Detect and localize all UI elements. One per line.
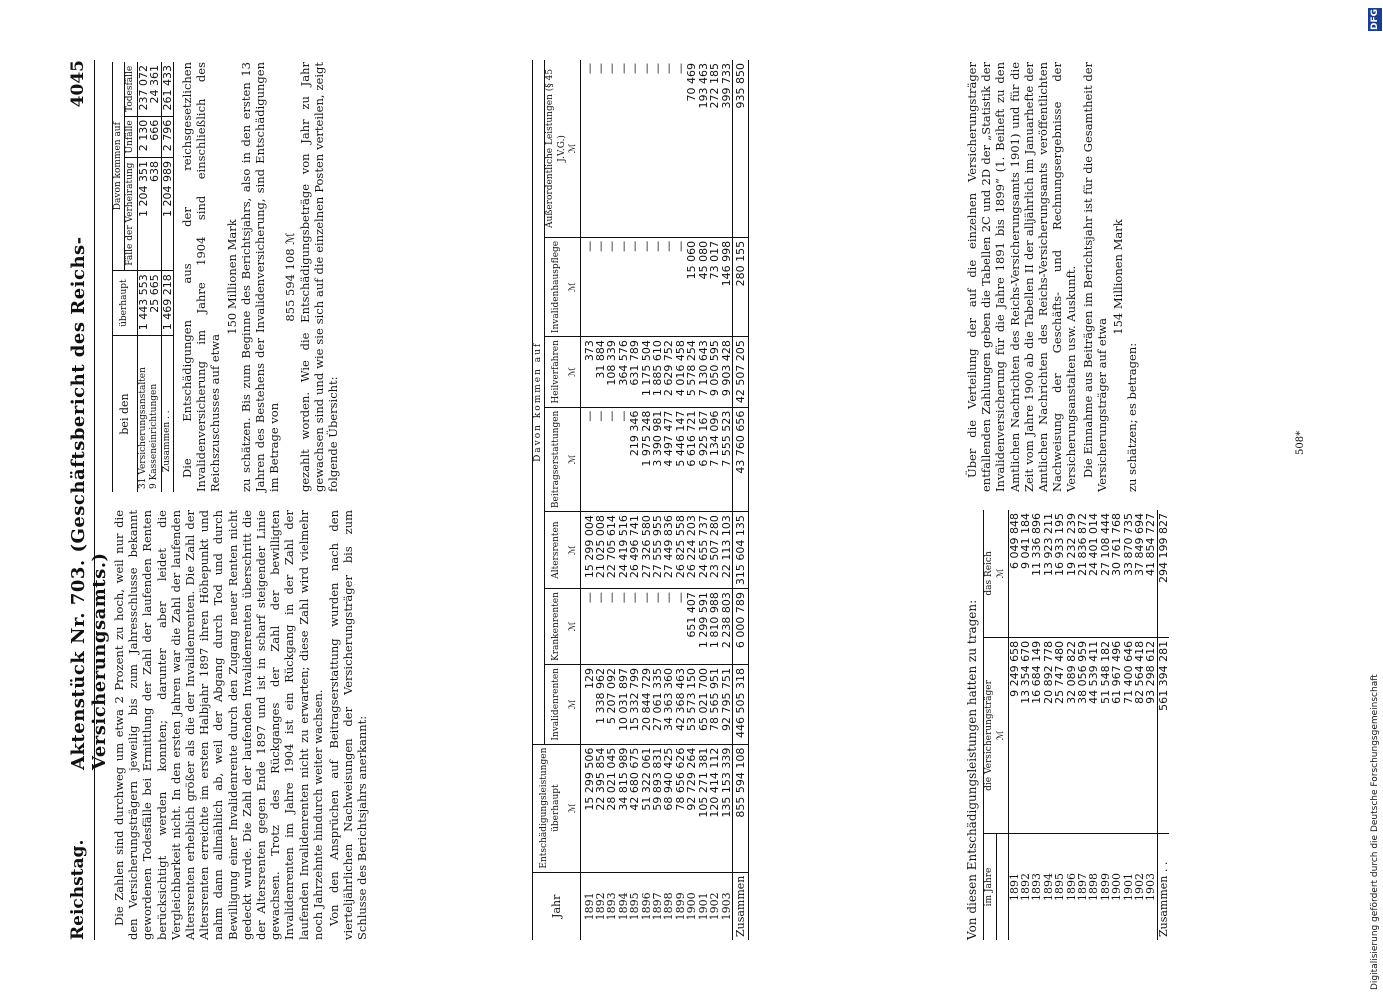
cell: 16 684 149	[1031, 637, 1042, 833]
cell: 78 565 951	[709, 665, 720, 745]
cell: 3 390 981	[652, 407, 663, 511]
year-cell: 1901	[1123, 834, 1134, 941]
header-left: Reichstag.	[68, 839, 88, 940]
year-cell: 1902	[709, 872, 720, 940]
cell: 7 130 643	[698, 337, 709, 408]
cell: 32 089 822	[1066, 637, 1077, 833]
cell: 4 016 458	[675, 337, 686, 408]
paragraph: Über die Verteilung der auf die einzelnen Versicherungsträger entfallenden Zahlungen geben die Tabellen 2C und 2D der „Statistik der Invalidenversicherung für die Jahre 1891 bis 1899“ (1. Beiheft zu den Amtlichen Nachrichten des Reichs-Versicherungsamts 1901) und für die Zeit vom Jahre 1900 ab die Tabellen II der alljährlich im Januarhefte der Amtlichen Nachrichten des Reichs-Versicherungsamts veröffentlichten Nachweisung der Geschäfts- und Rechnungsergebnisse der Versicherungsanstalten usw. Auskunft.	[965, 62, 1079, 492]
cell: 129	[580, 665, 595, 745]
col-header: Invalidenhauspflege	[545, 237, 568, 336]
year-cell: 1895	[629, 872, 640, 940]
cell: 2 629 752	[663, 337, 674, 408]
cell: 22 705 614	[606, 512, 617, 589]
year-cell: 1896	[641, 872, 652, 940]
year-cell: 1897	[1077, 834, 1088, 941]
total-label: Zusammen	[732, 872, 748, 940]
cell: 1 204 351	[137, 158, 149, 271]
col-header: das Reich	[984, 510, 996, 637]
total-cell: 315 604 135	[732, 512, 748, 589]
cell: 61 967 496	[1111, 637, 1122, 833]
year-cell: 1903	[721, 872, 733, 940]
cell: 4 497 477	[663, 407, 674, 511]
cell: —	[605, 63, 619, 74]
total-label: Zusammen . .	[1157, 834, 1169, 941]
cell: 34 363 360	[663, 665, 674, 745]
cell: 15 299 004	[580, 512, 595, 589]
cell: —	[652, 589, 663, 665]
cell: 21 836 872	[1075, 513, 1089, 576]
paragraph: Von den Ansprüchen auf Beitragserstattung wurden nach den vierteljährlichen Nachweisungen der Versicherungsträger bis zum Schlusse des Berichtsjahrs anerkannt:	[327, 510, 370, 940]
cell: 1 204 989	[161, 158, 173, 271]
year-cell: 1892	[1020, 834, 1031, 941]
cell: 51 322 061	[641, 744, 652, 872]
cell: 11 336 896	[1030, 513, 1044, 576]
year-cell: 1893	[1031, 834, 1042, 941]
cell: 25 665	[149, 271, 161, 336]
unit-label: ℳ	[568, 60, 580, 237]
table-row	[1111, 510, 1122, 940]
cell: 9 041 184	[1018, 513, 1032, 569]
cell: 20 892 778	[1043, 637, 1054, 833]
cell: 45 080	[698, 237, 709, 336]
cell: 373	[580, 337, 595, 408]
col-header: Invalidenrenten	[545, 665, 568, 745]
burden-table	[983, 510, 1169, 940]
paragraph: Die Einnahme aus Beiträgen im Berichtsjahr ist für die Gesamtheit der Versicherungsträger auf etwa	[1080, 62, 1109, 492]
year-cell: 1894	[618, 872, 629, 940]
cell: —	[641, 237, 652, 336]
cell: —	[652, 237, 663, 336]
year-cell: 1891	[1008, 834, 1020, 941]
total-cell: 294 199 827	[1157, 510, 1169, 637]
cell: 24 361	[148, 65, 162, 104]
table-row	[629, 60, 640, 940]
cell: 237 072	[136, 65, 150, 111]
cell: 27 061 335	[652, 665, 663, 745]
total-cell: 935 850	[732, 60, 748, 237]
amount-line: 150 Millionen Mark	[224, 219, 239, 335]
refund-table	[112, 62, 174, 492]
cell: —	[595, 237, 606, 336]
paragraph: Die Zahlen sind durchweg um etwa 2 Prozent zu hoch, weil nur die den Versicherungsträgern jeweilig bis zum Jahresschlusse bekannt gewordenen Todesfälle bei Ermittlung der Zahl der laufenden Renten berücksichtigt werden konnten; darunter aber leidet die Vergleichbarkeit nicht. In den ersten Jahren war die Zahl der laufenden Altersrenten erheblich größer als die der Invalidenrenten. Die Zahl der Altersrenten erreichte im ersten Halbjahr 1897 ihren Höhepunkt und nahm dann allmählich ab, weil der Abgang durch Tod und durch Bewilligung einer Invalidenrente durch den Zugang neuer Renten nicht gedeckt wurde. Die Zahl der laufenden Invalidenrenten überschritt die der Altersrenten gegen Ende 1897 und ist in scharf steigender Linie gewachsen. Trotz des Rückganges der Zahl der bewilligten Invalidenrenten im Jahre 1904 ist ein Rückgang in der Zahl der laufenden Invalidenrenten nicht zu erwarten; diese Zahl wird vielmehr noch Jahrzehnte hindurch weiter wachsen.	[112, 510, 325, 940]
cell: —	[618, 407, 629, 511]
page-header	[64, 60, 110, 940]
total-cell: 561 394 281	[1157, 637, 1169, 833]
cell: 9 903 428	[721, 337, 733, 408]
dfg-logo: DFG	[1370, 9, 1380, 31]
cell: 1 175 504	[641, 337, 652, 408]
cell: 31 884	[595, 337, 606, 408]
cell: —	[580, 589, 595, 665]
unit-label: ℳ	[568, 237, 580, 336]
cell: 27 555 955	[652, 512, 663, 589]
cell: 93 298 612	[1145, 637, 1157, 833]
total-cell: 855 594 108	[732, 744, 748, 872]
col-header: Altersrenten	[545, 512, 568, 589]
year-cell: 1896	[1066, 834, 1077, 941]
unit-label: ℳ	[996, 637, 1008, 833]
year-cell: 1893	[606, 872, 617, 940]
cell: 2 796	[161, 116, 173, 157]
cell: 1 299 591	[698, 589, 709, 665]
col-header: Krankenrenten	[545, 589, 568, 665]
cell: 13 354 670	[1020, 637, 1031, 833]
cell: 2 238 803	[721, 589, 733, 665]
signature-mark: 508*	[1295, 430, 1306, 455]
right-column	[112, 62, 342, 492]
cell: 19 232 239	[1064, 513, 1078, 576]
table-row	[721, 60, 733, 940]
cell: —	[629, 589, 640, 665]
cell: —	[595, 589, 606, 665]
cell: 44 539 411	[1088, 637, 1099, 833]
year-cell: 1900	[686, 872, 697, 940]
col-header: Fälle der Verheiratung	[125, 158, 137, 271]
cell: 1 338 962	[595, 665, 606, 745]
unit-label: ℳ	[568, 589, 580, 665]
cell: 10 031 897	[618, 665, 629, 745]
cell: 135 153 339	[721, 744, 733, 872]
table-total-row	[1157, 510, 1169, 940]
cell: 70 469	[685, 63, 699, 102]
cell: 38 056 959	[1077, 637, 1088, 833]
cell: —	[580, 407, 595, 511]
cell: 24 401 014	[1087, 513, 1101, 576]
cell: —	[639, 63, 653, 74]
row-label: 9 Kasseneinrichtungen	[149, 336, 161, 493]
bottom-right-section	[965, 62, 1141, 492]
cell: 666	[149, 116, 161, 157]
cell: —	[629, 237, 640, 336]
cell: 6 616 721	[686, 407, 697, 511]
table-total-row	[161, 62, 173, 492]
year-cell: 1898	[663, 872, 674, 940]
col-header: Außerordentliche Leistungen (§ 45 J.V.G.)	[545, 68, 567, 228]
cell: —	[618, 589, 629, 665]
col-header: Todesfälle	[125, 62, 137, 116]
cell: 7 555 523	[721, 407, 733, 511]
cell: 6 049 848	[1007, 513, 1021, 569]
unit-label: ℳ	[568, 337, 580, 408]
col-header: überhaupt	[113, 271, 138, 336]
unit-label: ℳ	[996, 510, 1008, 637]
cell: 78 656 626	[675, 744, 686, 872]
cell: 53 573 150	[686, 665, 697, 745]
bottom-left-section	[965, 510, 1169, 940]
cell: —	[663, 237, 674, 336]
year-cell: 1901	[698, 872, 709, 940]
year-cell: 1900	[1111, 834, 1122, 941]
cell: 68 940 425	[663, 744, 674, 872]
unit-label: ℳ	[568, 744, 580, 872]
cell: 73 017	[709, 237, 720, 336]
total-cell: 42 507 205	[732, 337, 748, 408]
cell: 30 761 768	[1110, 513, 1124, 576]
cell: 105 271 381	[698, 744, 709, 872]
cell: —	[580, 237, 595, 336]
col-header: im Jahre	[984, 834, 996, 941]
cell: 1 810 988	[709, 589, 720, 665]
year-cell: 1897	[652, 872, 663, 940]
cell: 108 339	[606, 337, 617, 408]
year-cell: 1898	[1088, 834, 1099, 941]
cell: —	[651, 63, 665, 74]
paragraph: zu schätzen; es betragen:	[1125, 342, 1140, 492]
cell: 2 130	[137, 116, 149, 157]
total-cell: 6 000 789	[732, 589, 748, 665]
paragraph: zu schätzen. Bis zum Beginne des Berichtsjahrs, also in den ersten 13 Jahren des Bestehens der Invalidenversicherung, sind Entschädigungen im Betrage von	[238, 62, 282, 492]
year-cell: 1895	[1054, 834, 1065, 941]
cell: 27 449 836	[663, 512, 674, 589]
year-cell: 1899	[1100, 834, 1111, 941]
cell: 23 507 280	[709, 512, 720, 589]
cell: 631 789	[629, 337, 640, 408]
cell: 59 893 831	[652, 744, 663, 872]
cell: 5 446 147	[675, 407, 686, 511]
cell: —	[618, 237, 629, 336]
col-header: die Versicherungsträger	[984, 637, 996, 833]
cell: —	[616, 63, 630, 74]
cell: 25 747 480	[1054, 637, 1065, 833]
cell: 5 578 254	[686, 337, 697, 408]
total-cell: 43 760 656	[732, 407, 748, 511]
cell: 364 576	[618, 337, 629, 408]
cell: 261 433	[161, 62, 173, 116]
left-column	[112, 510, 372, 940]
table-row	[149, 62, 161, 492]
col-header: Davon kommen auf	[113, 62, 125, 271]
col-header: Heilverfahren	[545, 337, 568, 408]
amount-line: 855 594 108 ℳ	[283, 232, 298, 322]
cell: —	[595, 407, 606, 511]
cell: 146 998	[721, 237, 733, 336]
cell: 51 548 182	[1100, 637, 1111, 833]
cell: 65 021 700	[698, 665, 709, 745]
cell: 1 975 248	[641, 407, 652, 511]
cell: 16 933 195	[1053, 513, 1067, 576]
table-total-row	[732, 60, 748, 940]
cell: —	[662, 63, 676, 74]
cell: 1 469 218	[161, 271, 173, 336]
cell: 15 299 506	[580, 744, 595, 872]
cell: 26 224 203	[686, 512, 697, 589]
cell: 638	[149, 158, 161, 271]
year-cell: 1894	[1043, 834, 1054, 941]
amount-line: 154 Millionen Mark	[1111, 219, 1126, 335]
table-row	[1054, 510, 1065, 940]
cell: —	[606, 589, 617, 665]
cell: 9 249 658	[1008, 637, 1020, 833]
cell: —	[663, 589, 674, 665]
year-cell: 1891	[580, 872, 595, 940]
header-title: Aktenstück Nr. 703. (Geschäftsbericht des Reichs-Versicherungsamts.)	[68, 236, 110, 770]
year-cell: 1903	[1145, 834, 1157, 941]
cell: 28 021 045	[606, 744, 617, 872]
cell: 82 564 418	[1134, 637, 1145, 833]
cell: 41 854 727	[1144, 513, 1158, 576]
total-cell: 446 505 318	[732, 665, 748, 745]
payments-table	[532, 60, 749, 940]
cell: —	[582, 63, 596, 74]
cell: 27 108 444	[1098, 513, 1112, 576]
col-header-group: Davon kommen auf	[533, 60, 545, 744]
row-label: 31 Versicherungsanstalten	[137, 336, 149, 493]
cell: 26 496 741	[629, 512, 640, 589]
cell: 27 326 580	[641, 512, 652, 589]
cell: 20 844 729	[641, 665, 652, 745]
col-header: Unfälle	[125, 116, 137, 157]
page-number: 4045	[68, 60, 88, 108]
cell: 1 885 610	[652, 337, 663, 408]
unit-label: ℳ	[568, 665, 580, 745]
cell: 5 207 092	[606, 665, 617, 745]
cell: —	[606, 407, 617, 511]
cell: 34 815 989	[618, 744, 629, 872]
total-cell: 280 155	[732, 237, 748, 336]
cell: 272 185	[708, 63, 722, 109]
cell: 24 419 516	[618, 512, 629, 589]
cell: 15 060	[686, 237, 697, 336]
cell: 22 113 103	[721, 512, 733, 589]
cell: 42 680 675	[629, 744, 640, 872]
table-row	[580, 60, 595, 940]
cell: —	[673, 63, 687, 74]
intro-text: Von diesen Entschädigungsleistungen hatten zu tragen:	[965, 599, 979, 940]
cell: 21 025 008	[595, 512, 606, 589]
cell: 6 925 167	[698, 407, 709, 511]
cell: 651 407	[686, 589, 697, 665]
year-cell: 1902	[1134, 834, 1145, 941]
col-header: Beitragserstattungen	[545, 407, 568, 511]
col-header: Entschädigungsleistungen überhaupt	[533, 744, 569, 872]
cell: —	[641, 589, 652, 665]
cell: 219 346	[629, 407, 640, 511]
cell: 92 729 264	[686, 744, 697, 872]
cell: 22 395 854	[595, 744, 606, 872]
unit-label: ℳ	[568, 512, 580, 589]
cell: —	[675, 589, 686, 665]
cell: 7 134 096	[709, 407, 720, 511]
unit-label: ℳ	[568, 407, 580, 511]
cell: 26 825 558	[675, 512, 686, 589]
table-row	[1145, 510, 1157, 940]
paragraph: Die Entschädigungen aus der reichsgesetzlichen Invalidenversicherung im Jahre 1904 sind einschließlich des Reichszuschusses auf etwa	[180, 62, 223, 492]
row-label: Zusammen . .	[161, 336, 173, 493]
cell: —	[606, 237, 617, 336]
cell: 15 332 799	[629, 665, 640, 745]
cell: 24 655 737	[698, 512, 709, 589]
col-header: Jahr	[533, 872, 581, 940]
cell: 120 414 112	[709, 744, 720, 872]
cell: —	[628, 63, 642, 74]
table-row	[709, 60, 720, 940]
cell: 42 368 463	[675, 665, 686, 745]
cell: 92 795 751	[721, 665, 733, 745]
cell: 71 400 646	[1123, 637, 1134, 833]
col-header: bei den	[113, 336, 138, 493]
cell: —	[594, 63, 608, 74]
cell: 9 050 595	[709, 337, 720, 408]
table-row	[686, 60, 697, 940]
cell: 37 849 694	[1132, 513, 1146, 576]
paragraph: gezahlt worden. Wie die Entschädigungsbeträge von Jahr zu Jahr gewachsen sind und wie sie sich auf die einzelnen Posten verteilen, zeigt folgende Übersicht:	[297, 62, 341, 492]
year-cell: 1899	[675, 872, 686, 940]
cell: —	[675, 237, 686, 336]
year-cell: 1892	[595, 872, 606, 940]
cell: 1 443 553	[137, 271, 149, 336]
cell: 13 923 211	[1041, 513, 1055, 576]
cell: 193 463	[696, 63, 710, 109]
cell: 399 733	[719, 63, 733, 109]
digitization-credit: Digitalisierung gefördert durch die Deutsche Forschungsgemeinschaft	[1370, 674, 1380, 990]
cell: 33 870 735	[1121, 513, 1135, 576]
